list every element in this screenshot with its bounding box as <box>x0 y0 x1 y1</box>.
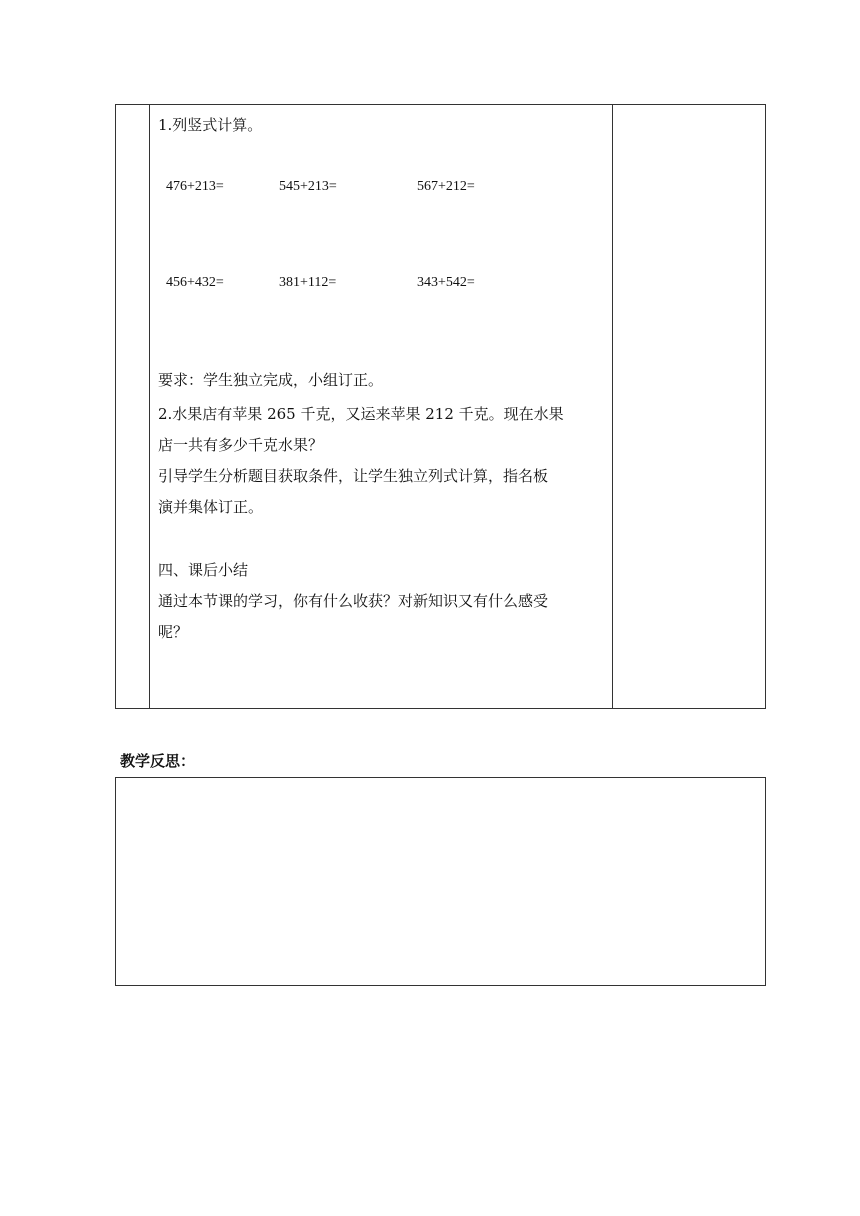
reflection-box <box>115 777 766 986</box>
exercise1-title: 1.列竖式计算。 <box>158 116 263 134</box>
equation-2-1: 456+432= <box>166 275 224 290</box>
summary-line-1: 通过本节课的学习，你有什么收获？对新知识又有什么感受 <box>158 592 549 610</box>
reflection-title: 教学反思： <box>120 752 196 770</box>
summary-line-2: 呢？ <box>158 623 189 641</box>
equation-1-1: 476+213= <box>166 179 224 194</box>
guide-line-1: 引导学生分析题目获取条件，让学生独立列式计算，指名板 <box>158 467 549 485</box>
table-column-divider-right <box>612 105 613 708</box>
exercise2-line-2: 店一共有多少千克水果？ <box>158 436 324 454</box>
equation-2-2: 381+112= <box>279 275 337 290</box>
equation-1-2: 545+213= <box>279 179 337 194</box>
equation-2-3: 343+542= <box>417 275 475 290</box>
guide-line-2: 演并集体订正。 <box>158 498 264 516</box>
equation-1-3: 567+212= <box>417 179 475 194</box>
lesson-table <box>115 104 766 709</box>
table-column-divider-left <box>149 105 150 708</box>
requirement-text: 要求：学生独立完成，小组订正。 <box>158 371 384 389</box>
exercise2-line-1: 2.水果店有苹果 265 千克，又运来苹果 212 千克。现在水果 <box>158 405 564 423</box>
section4-title: 四、课后小结 <box>158 561 249 579</box>
